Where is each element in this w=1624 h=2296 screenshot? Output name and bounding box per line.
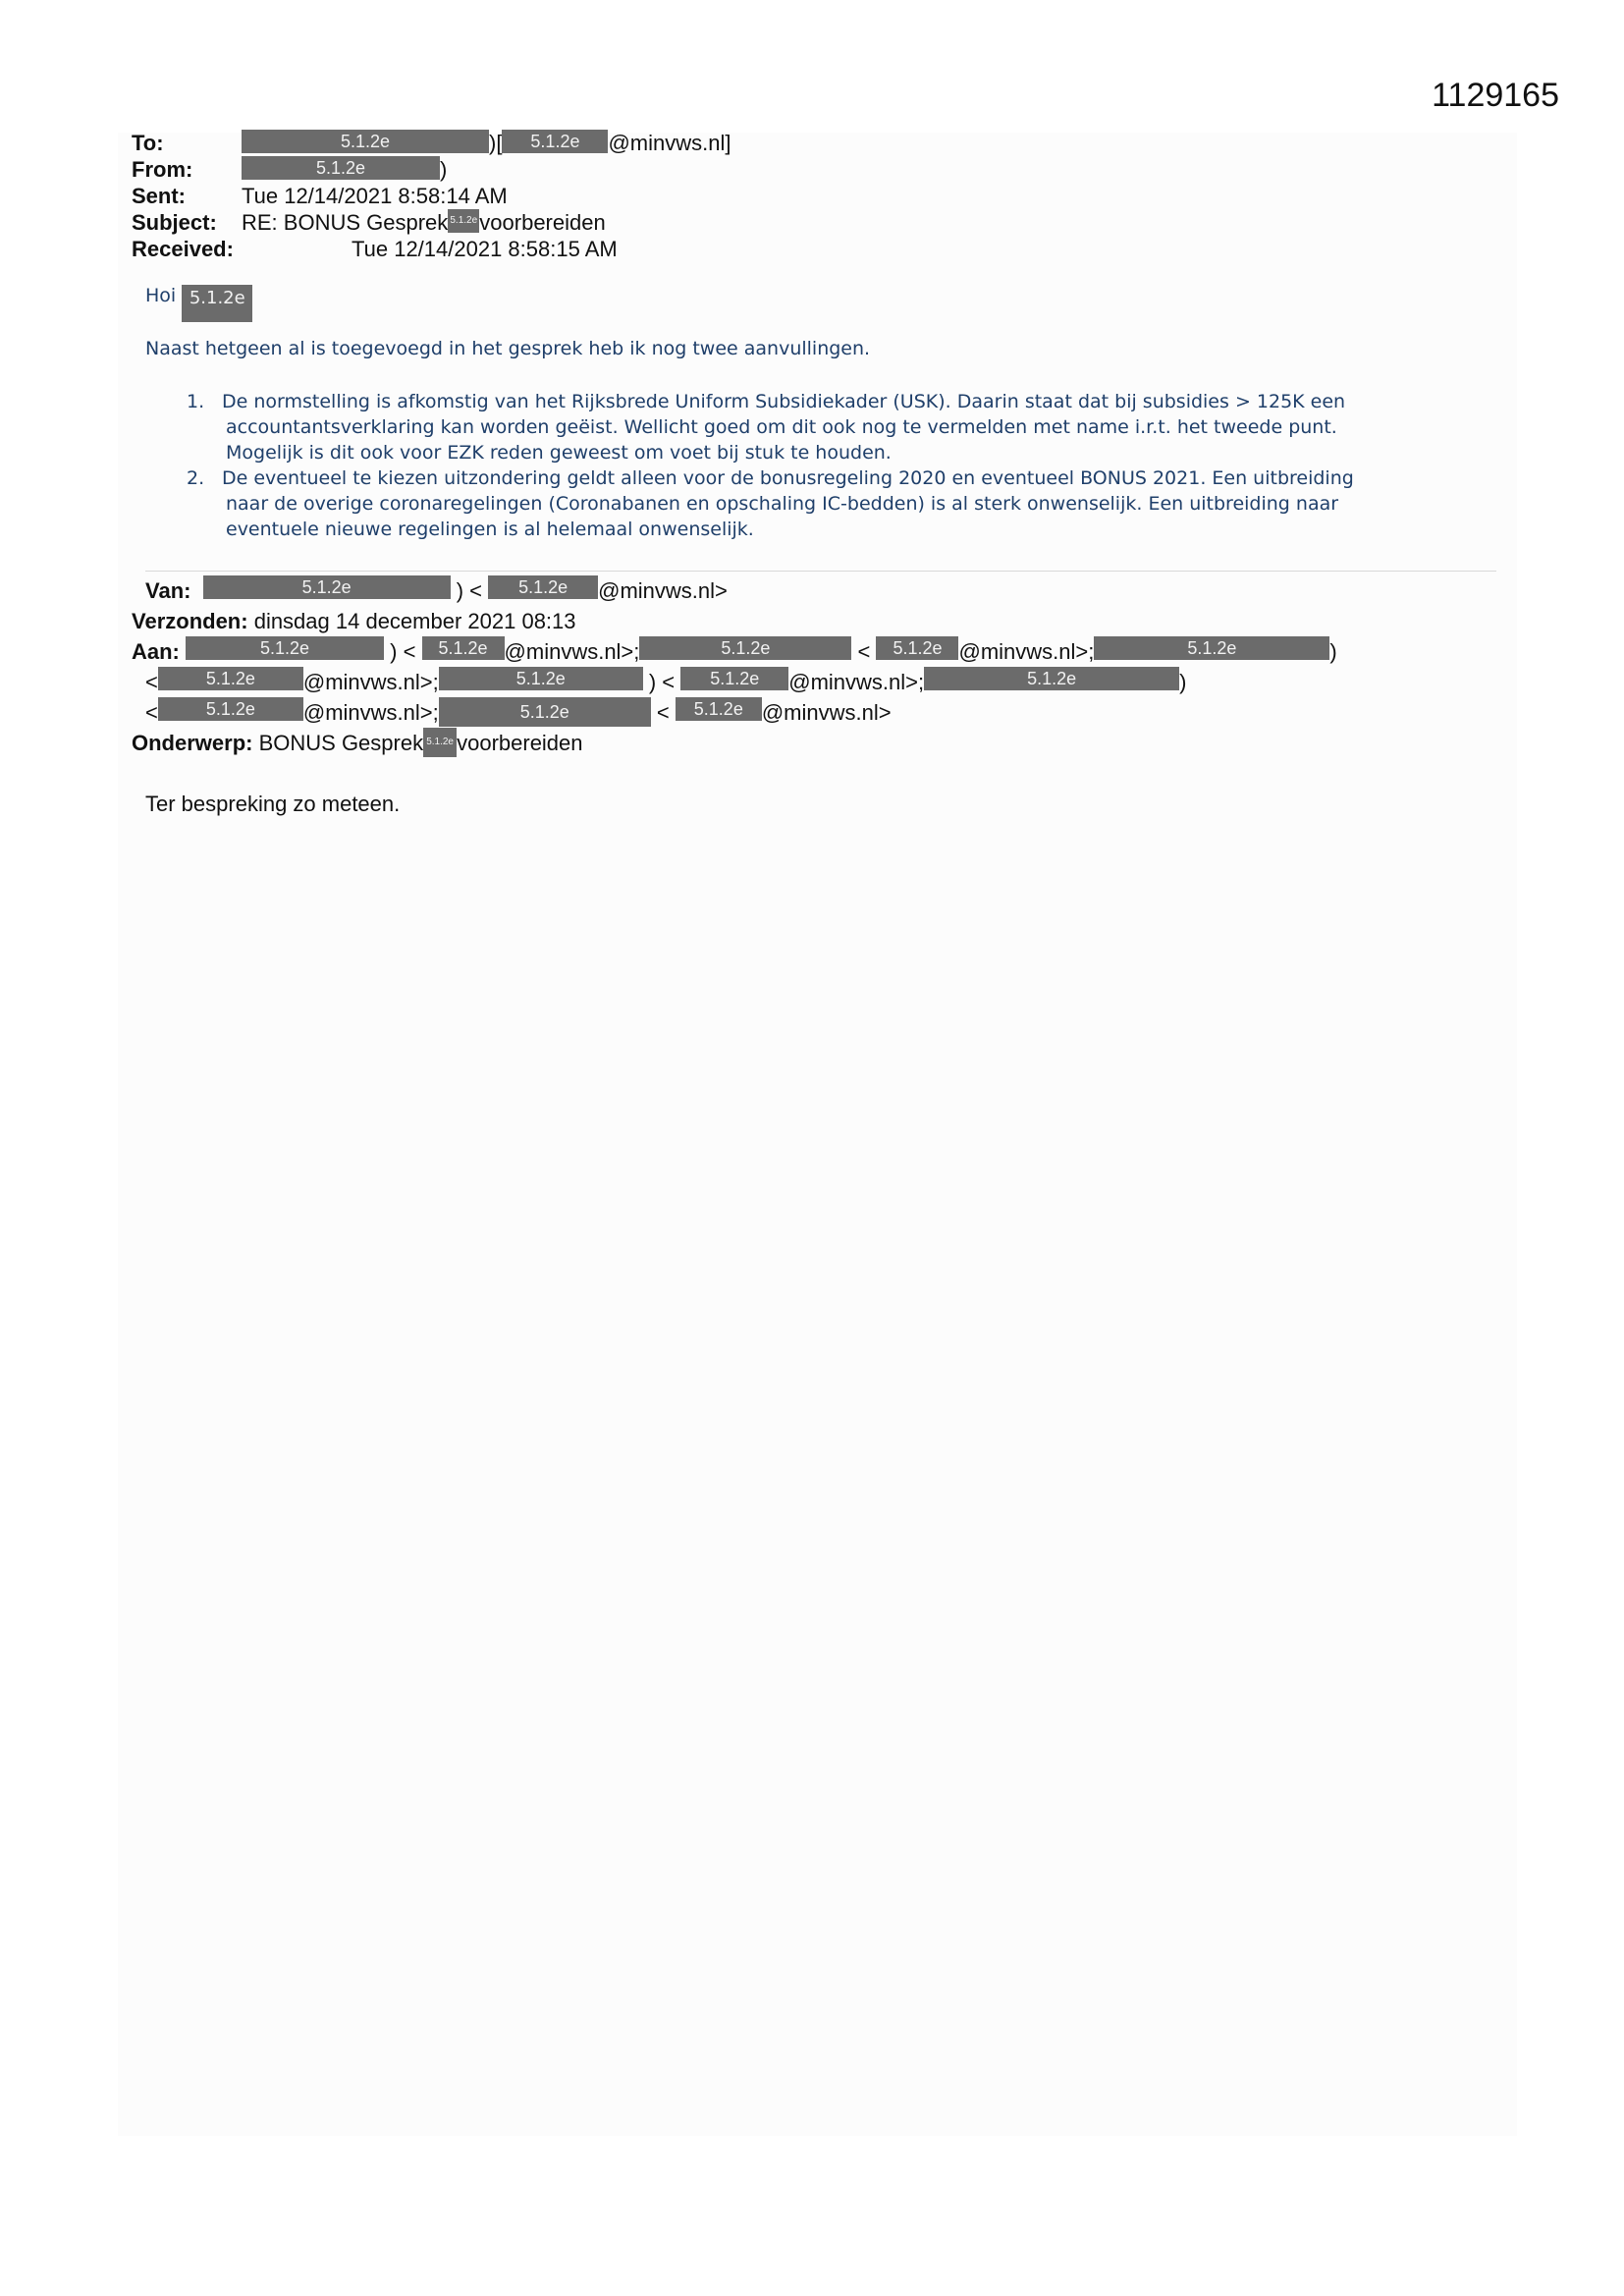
list-item: 1. De normstelling is afkomstig van het Rijksbrede Uniform Subsidiekader (USK). Daarin staat dat bij subsidies > 125K een accountantsverklaring kan worden geëist. Wellicht goed om dit ook nog te vermelden met name i.r.t. het tweede punt. Mogelijk is dit ook voor EZK reden geweest om voet bij stuk te houden. [187, 391, 1346, 464]
redacted-name: 5.1.2e [203, 575, 451, 599]
intro-text: Naast hetgeen al is toegevoegd in het gesprek heb ik nog twee aanvullingen. [145, 338, 871, 359]
onderwerp-suffix: voorbereiden [457, 731, 583, 755]
to-label: To: [132, 131, 164, 155]
forwarded-header [132, 575, 1337, 758]
aan-row-continued: < 5.1.2e @minvws.nl>; 5.1.2e < 5.1.2e @minvws.nl> [145, 699, 892, 725]
onderwerp-row [132, 728, 1337, 758]
redacted-email: 5.1.2e [158, 697, 303, 721]
van-row: Van: 5.1.2e ) < 5.1.2e @minvws.nl> [145, 577, 728, 603]
redacted-email: 5.1.2e [488, 575, 598, 599]
redacted-email: 5.1.2e [676, 697, 762, 721]
redacted-name: 5.1.2e [186, 636, 384, 660]
aan-row: Aan: 5.1.2e ) < 5.1.2e @minvws.nl>; 5.1.2e < 5.1.2e @minvws.nl>; 5.1.2e ) [132, 638, 1337, 664]
redacted-name: 5.1.2e [439, 697, 651, 727]
sent-label: Sent: [132, 184, 186, 208]
greeting [145, 285, 252, 322]
redacted-email: 5.1.2e [502, 130, 608, 153]
verzonden-value: dinsdag 14 december 2021 08:13 [253, 609, 576, 633]
redacted-name: 5.1.2e [242, 156, 440, 180]
redacted-name: 5.1.2e [182, 285, 252, 322]
document-number: 1129165 [1432, 77, 1559, 114]
from-label: From: [132, 157, 193, 182]
onderwerp-label: Onderwerp: [132, 731, 253, 755]
received-label: Received: [132, 237, 234, 261]
redacted-name: 5.1.2e [423, 728, 457, 757]
numbered-list [145, 389, 1495, 542]
redacted-name: 5.1.2e [924, 667, 1179, 690]
redacted-email: 5.1.2e [422, 636, 505, 660]
aan-row-continued: < 5.1.2e @minvws.nl>; 5.1.2e ) < 5.1.2e @minvws.nl>; 5.1.2e ) [145, 669, 1187, 694]
greeting-text: Hoi [145, 285, 177, 306]
aan-label: Aan: [132, 639, 180, 664]
sent-value: Tue 12/14/2021 8:58:14 AM [242, 184, 508, 208]
verzonden-row [132, 606, 1337, 636]
redacted-name: 5.1.2e [242, 130, 489, 153]
redacted-email: 5.1.2e [876, 636, 958, 660]
redacted-name: 5.1.2e [1094, 636, 1329, 660]
van-label: Van: [145, 578, 191, 603]
redacted-name: 5.1.2e [448, 209, 479, 233]
subject-suffix: voorbereiden [479, 210, 606, 235]
redacted-name: 5.1.2e [439, 667, 643, 690]
redacted-name: 5.1.2e [639, 636, 851, 660]
received-value: Tue 12/14/2021 8:58:15 AM [352, 237, 618, 261]
subject-label: Subject: [132, 210, 217, 235]
list-item: 2. De eventueel te kiezen uitzondering geldt alleen voor de bonusregeling 2020 en eventueel BONUS 2021. Een uitbreiding naar de overige coronaregelingen (Coronabanen en opschaling IC-bedden) is al sterk onwenselijk. Een uitbreiding naar eventuele nieuwe regelingen is al helemaal onwenselijk. [187, 467, 1354, 540]
redacted-email: 5.1.2e [158, 667, 303, 690]
verzonden-label: Verzonden: [132, 609, 248, 633]
closing-text: Ter bespreking zo meteen. [145, 792, 401, 816]
to-email-domain: @minvws.nl] [608, 131, 731, 155]
subject-prefix: RE: BONUS Gesprek [242, 210, 449, 235]
onderwerp-prefix: BONUS Gesprek [258, 731, 424, 755]
redacted-email: 5.1.2e [680, 667, 788, 690]
divider [145, 571, 1496, 572]
